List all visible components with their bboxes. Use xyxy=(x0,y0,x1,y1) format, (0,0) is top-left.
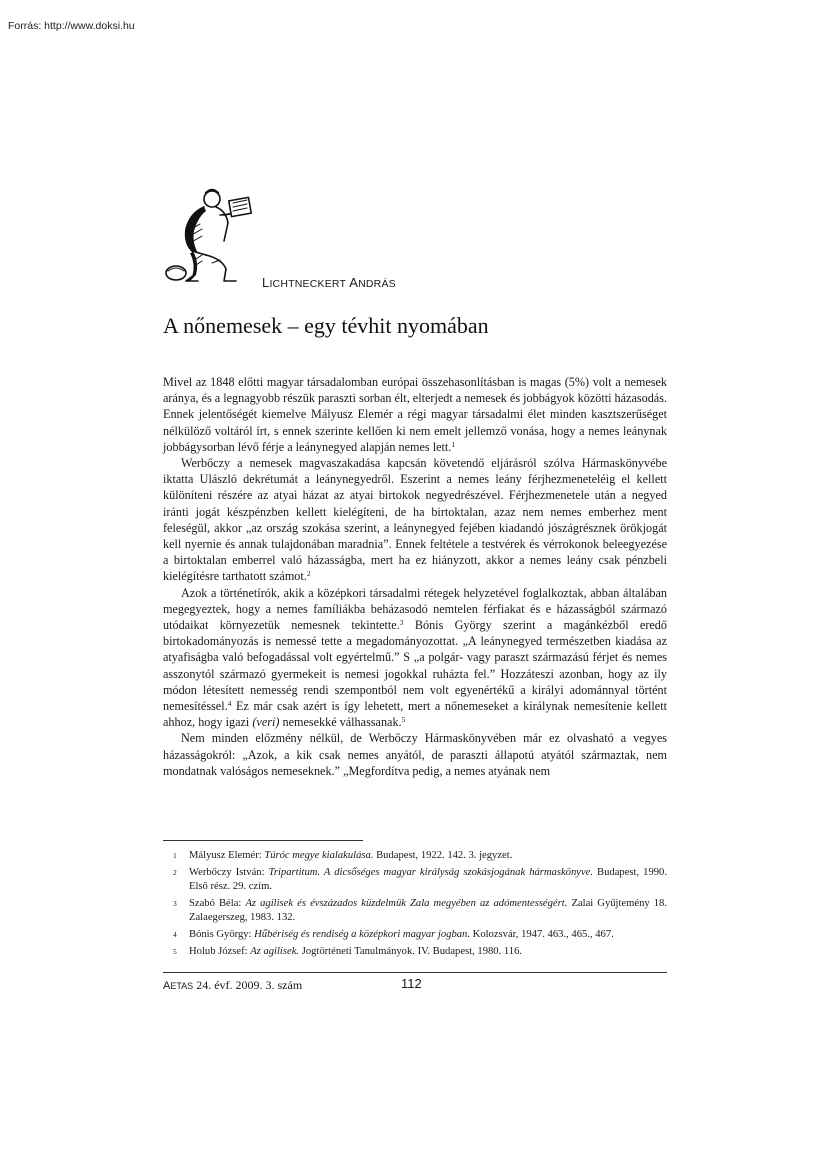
paragraph: Azok a történetírók, akik a középkori társadalmi rétegek helyzetével foglalkoztak, abban általában megegyeztek, hogy a nemes famíliákba beházasodó nemtelen férfiakat és e házasságból származó utódaikat környezetük nemesnek tekintette.$^3$ Bónis György szerint a magánkézből eredő birtokadományozás is nemessé tette a megadományozottat. „A leánynegyed természetben kiadása az atyafiságba való befogadással volt egyértelmű.” S „a polgár- vagy paraszt származású férjet és nemes asszonytól származó gyermekeit is nemesi jogokkal ruházta fel.” Hozzáteszi azonban, hogy az ily módon létesített nemesség rendi szempontból nem volt egyenértékű a királyi adománnyal történt nemesítéssel.$^4$ Ez már csak azért is így lehetett, mert a nőnemeseket a királynak nemesítenie kellett ahhoz, hogy igazi (veri) nemesekké válhassanak.$^5$ xyxy=(163,585,667,730)
footnote: 4 Bónis György: Hűbériség és rendiség a középkori magyar jogban. Kolozsvár, 1947. 463., 465., 467. xyxy=(173,928,614,940)
article-title: A nőnemesek – egy tévhit nyomában xyxy=(163,313,489,338)
footnote-ref: 3 xyxy=(399,618,404,628)
footnote-ref: 1 xyxy=(451,439,456,449)
paragraph: Werbőczy a nemesek magvaszakadása kapcsán követendő eljárásról szólva Hármaskönyvébe iktatta Ulászló dekrétumát a leánynegyedről. Eszerint a nemes leány férjhezmeneteléig el kellett különíteni részére az atyai házat az atyai birtokok negyedrészével. Férjhezmenetele után a negyed iránti jogát készpénzben kellett kielégíteni, de ha birtoktalan, azaz nem nemes emberhez ment feleségül, akkor „az ország szokása szerint, a leánynegyed fejében kiadandó jószágrésznek örökjogát kell nyernie és annak tulajdonában maradnia”. Ennek feltétele a testvérek és vérrokonok beleegyezése a birtoktalan emberrel való házasságba, mert ha ez hiányzott, akkor a nemes leány csak pénzbeli kielégítésre tarthatott számot.$^2$ xyxy=(163,456,667,584)
footnote-ref: 2 xyxy=(306,569,311,579)
footnote: 2 Werbőczy István: Tripartitum. A dicsőséges magyar királyság szokásjogának hármaskönyve. Budapest, 1990. Első rész. 29. czím. xyxy=(173,866,667,893)
journal-emblem-illustration xyxy=(160,185,258,287)
footer-divider xyxy=(163,972,667,973)
footnotes xyxy=(163,849,667,961)
footnote-ref: 5 xyxy=(401,715,406,725)
article-body xyxy=(163,374,667,779)
page-number: 112 xyxy=(401,976,422,991)
footnote-divider xyxy=(163,840,363,841)
footnote: 3 Szabó Béla: Az agilisek és évszázados küzdelmük Zala megyében az adómentességért. Zalai Gyűjtemény 18. Zalaegerszeg, 1983. 132. xyxy=(173,897,667,924)
journal-issue: AETAS 24. évf. 2009. 3. szám xyxy=(163,978,303,992)
footnote-ref: 4 xyxy=(227,699,232,709)
footnote: 1 Mályusz Elemér: Túróc megye kialakulása. Budapest, 1922. 142. 3. jegyzet. xyxy=(173,850,513,861)
paragraph: Nem minden előzmény nélkül, de Werbőczy Hármaskönyvében már ez olvasható a vegyes házasságokról: „Azok, a kik csak nemes anyától, de paraszti állapotú atyától származtak, nem mondatnak valóságos nemeseknek.” „Megfordítva pedig, a nemes atyának nem xyxy=(163,731,667,778)
source-label: Forrás: http://www.doksi.hu xyxy=(8,20,135,32)
paragraph: Mivel az 1848 előtti magyar társadalomban európai összehasonlításban is magas (5%) volt a nemesek aránya, és a legnagyobb részük paraszti sorban élt, elterjedt a nemesek és jobbágyok közötti házasodás. Ennek jelentőségét kiemelve Mályusz Elemér a régi magyar társadalmi élet minden kasztszerűséget nélkülöző voltáról írt, s ennek szerinte kellően ki nem emelt jellemző vonása, hogy a nemes leánynak jobbágysorban lévő férje a leánynegyed alapján nemes lett.$^1$ xyxy=(163,375,667,454)
author-name: LICHTNECKERT ANDRÁS xyxy=(262,275,396,290)
footnote: 5 Holub József: Az agilisek. Jogtörténeti Tanulmányok. IV. Budapest, 1980. 116. xyxy=(173,945,523,957)
